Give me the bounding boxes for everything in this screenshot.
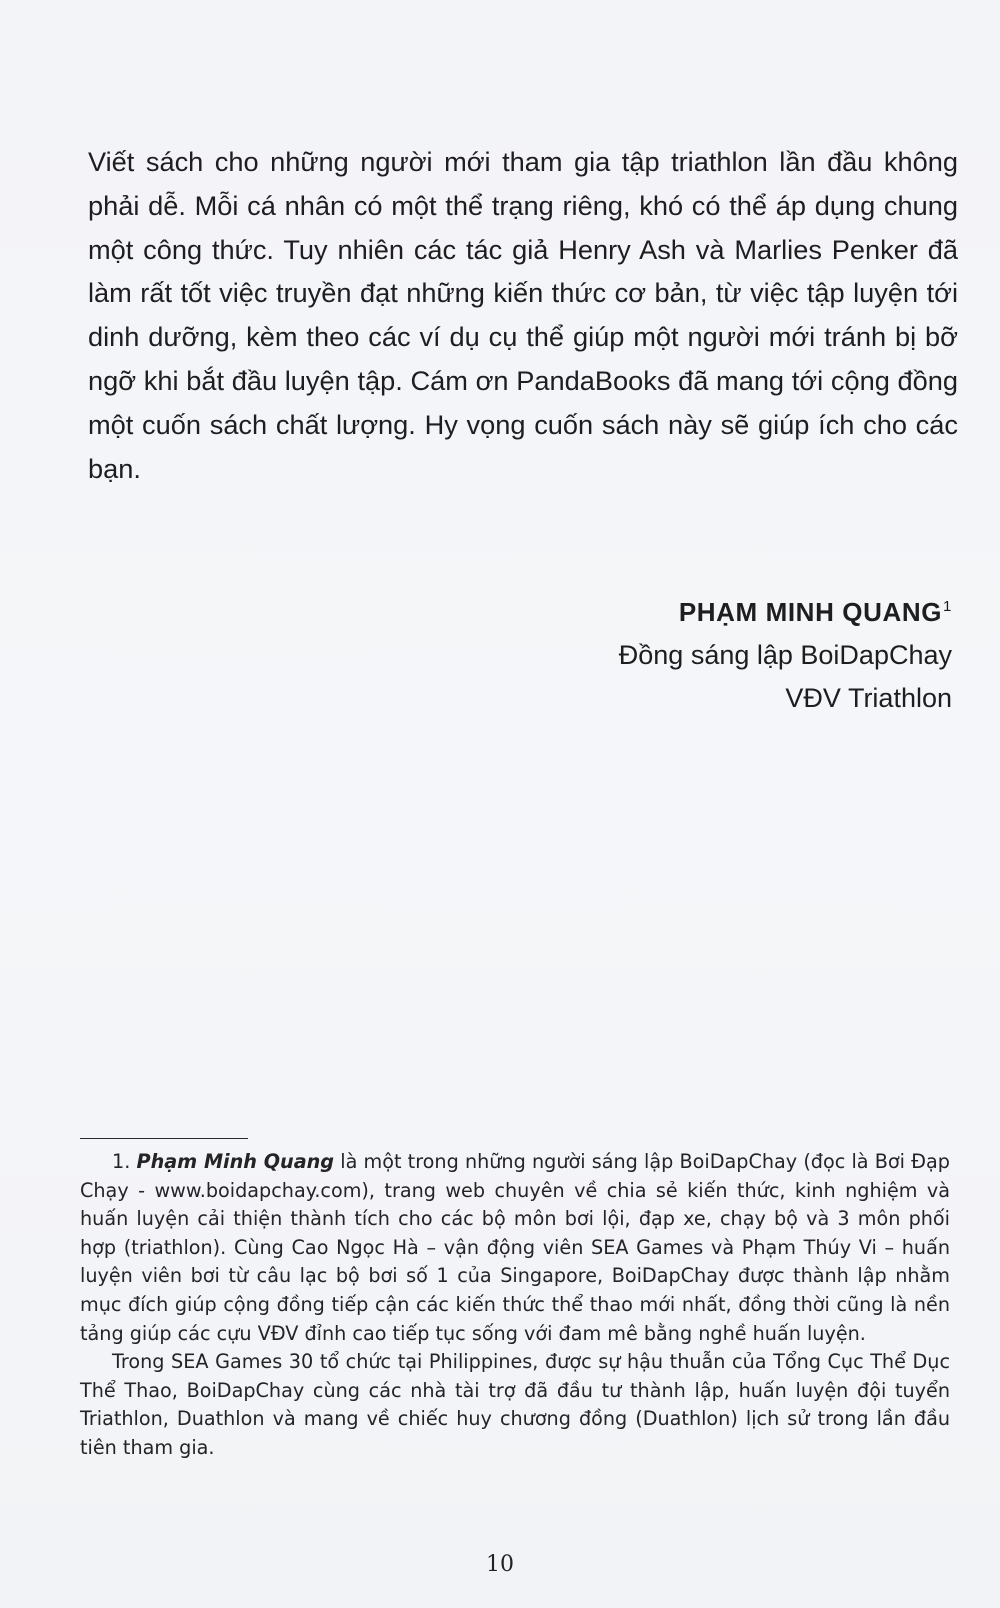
footnote-paragraph-2: Trong SEA Games 30 tổ chức tại Philippines, được sự hậu thuẫn của Tổng Cục Thể Dục Thể Thao, BoiDapChay cùng các nhà tài trợ đã đầu tư thành lập, huấn luyện đội tuyển Triathlon, Duathlon và mang về chiếc huy chương đồng (Duathlon) lịch sử trong lần đầu tiên tham gia. [80,1350,950,1459]
signature-name [619,585,952,634]
footnote-section [80,1148,950,1463]
signature-name-text: PHẠM MINH QUANG [678,597,943,627]
footnote-text-1: là một trong những người sáng lập BoiDapChay (đọc là Bơi Đạp Chạy - www.boidapchay.com), trang web chuyên về chia sẻ kiến thức, kinh nghiệm và huấn luyện cải thiện thành tích cho các bộ môn bơi lội, đạp xe, chạy bộ và 3 môn phối hợp (triathlon). Cùng Cao Ngọc Hà – vận động viên SEA Games và Phạm Thúy Vi – huấn luyện viên bơi từ câu lạc bộ bơi số 1 của Singapore, BoiDapChay được thành lập nhằm mục đích giúp cộng đồng tiếp cận các kiến thức thể thao mới nhất, đồng thời cũng là nền tảng giúp các cựu VĐV đỉnh cao tiếp tục sống với đam mê bằng nghề huấn luyện. [80,1150,950,1345]
footnote-reference: 1 [943,598,952,615]
footnote-paragraph-1 [80,1148,950,1348]
footnote-number: 1. [112,1150,131,1173]
signature-role: Đồng sáng lập BoiDapChay [618,640,952,670]
signature-title: VĐV Triathlon [785,683,952,713]
signature-block [619,585,952,720]
footnote-divider [80,1138,248,1139]
main-paragraph: Viết sách cho những người mới tham gia tập triathlon lần đầu không phải dễ. Mỗi cá nhân có một thể trạng riêng, khó có thể áp dụng chung một công thức. Tuy nhiên các tác giả Henry Ash và Marlies Penker đã làm rất tốt việc truyền đạt những kiến thức cơ bản, từ việc tập luyện tới dinh dưỡng, kèm theo các ví dụ cụ thể giúp một người mới tránh bị bỡ ngỡ khi bắt đầu luyện tập. Cám ơn PandaBooks đã mang tới cộng đồng một cuốn sách chất lượng. Hy vọng cuốn sách này sẽ giúp ích cho các bạn. [88,146,958,484]
footnote-person-name: Phạm Minh Quang [136,1150,335,1173]
page-number: 10 [486,1552,514,1577]
